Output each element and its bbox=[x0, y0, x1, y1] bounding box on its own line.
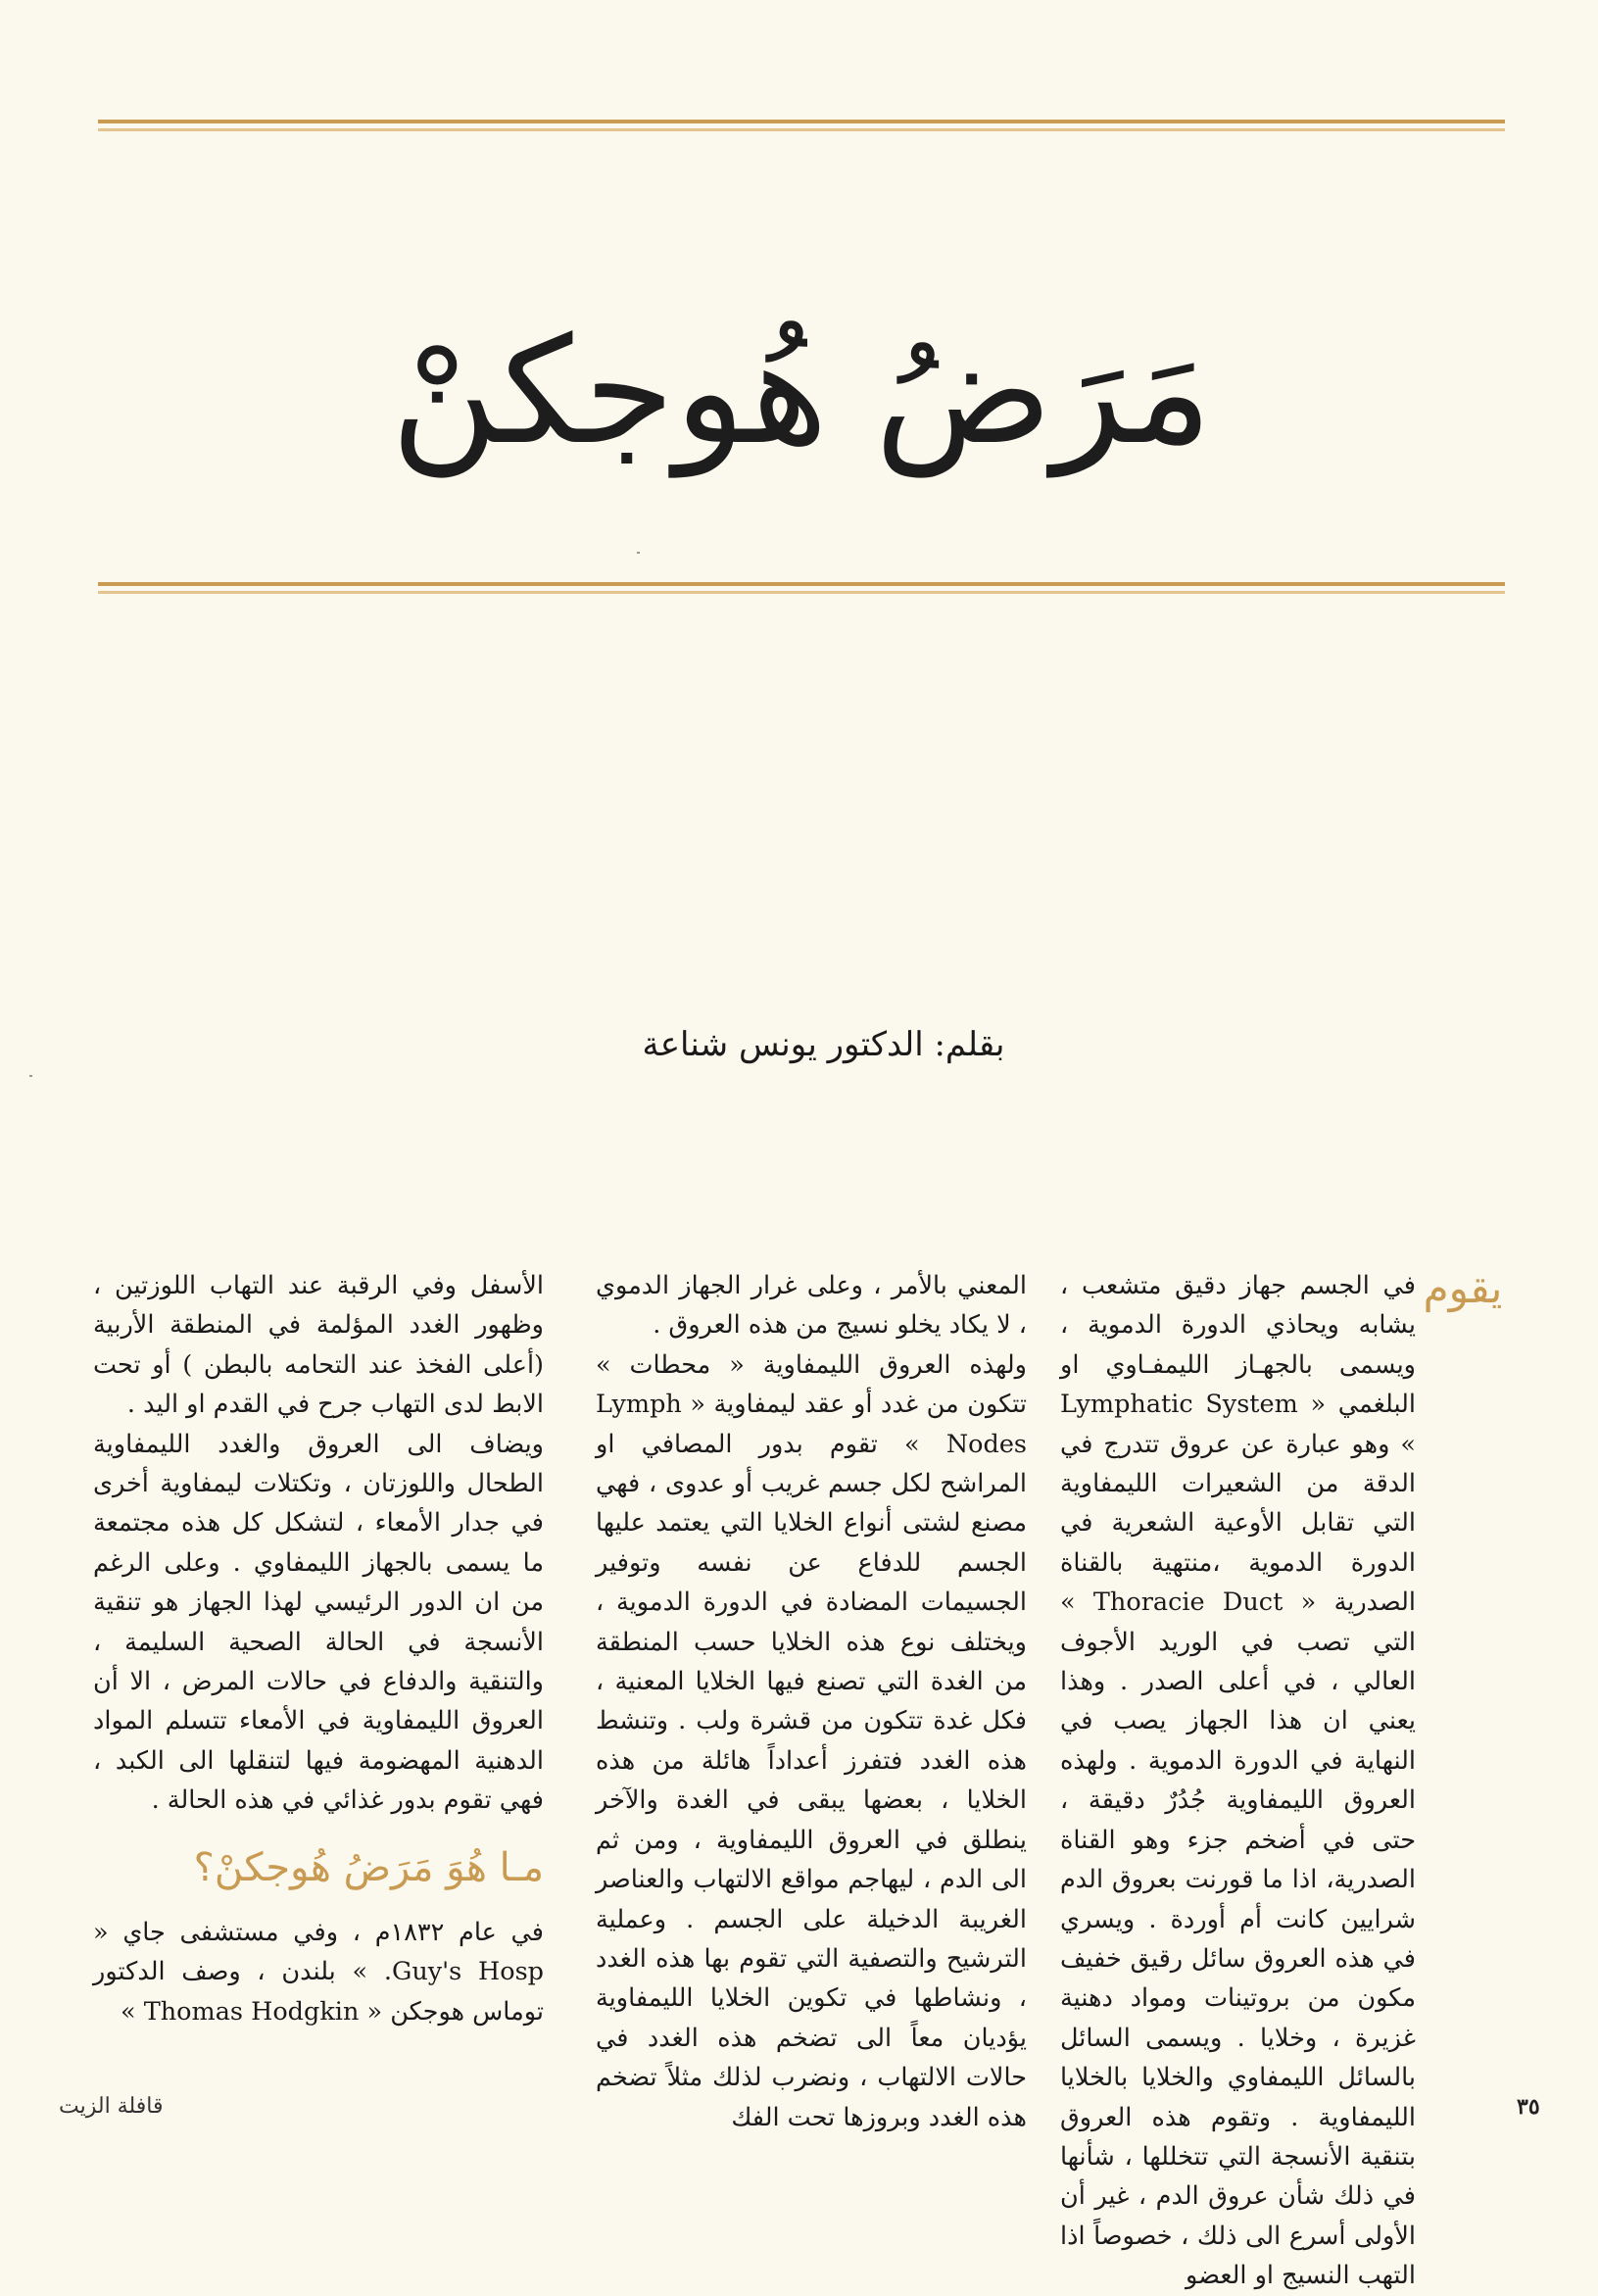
paragraph: المعني بالأمر ، وعلى غرار الجهاز الدموي ، لا يكاد يخلو نسيج من هذه العروق . bbox=[596, 1271, 1027, 1341]
article-column-middle bbox=[596, 1266, 1027, 2132]
author-byline bbox=[0, 1025, 1598, 1064]
article-column-left bbox=[93, 1266, 544, 2060]
paragraph: الأسفل وفي الرقبة عند التهاب اللوزتين ، وظهور الغدد المؤلمة في المنطقة الأربية (أعلى الفخذ عند التحامه بالبطن ) أو تحت الابط لدى التهاب جرح في القدم او اليد . bbox=[93, 1271, 544, 1420]
page-number: ٣٥ bbox=[1517, 2094, 1540, 2120]
byline-text: بقلم: الدكتور يونس شناعة bbox=[642, 1025, 1005, 1064]
paper-speck bbox=[29, 1075, 32, 1077]
paragraph: ولهذه العروق الليمفاوية « محطات » تتكون من غدد أو عقد ليمفاوية « Lymph Nodes » تقوم بدور المصافي او المراشح لكل جسم غريب أو عدوى ، فهي مصنع لشتى أنواع الخلايا التي يعتمد عليها الجسم للدفاع عن نفسه وتوفير الجسيمات المضادة في الدورة الدموية ، ويختلف نوع هذه الخلايا حسب المنطقة من الغدة التي تصنع فيها الخلايا المعنية ، فكل غدة تتكون من قشرة ولب . وتنشط هذه الغدد فتفرز أعداداً هائلة من هذه الخلايا ، بعضها يبقى في الغدة والآخر ينطلق في العروق الليمفاوية ، ومن ثم الى الدم ، ليهاجم مواقع الالتهاب والعناصر الغريبة الدخيلة على الجسم . وعملية الترشيح والتصفية التي تقوم بها هذه الغدد ، ونشاطها في تكوين الخلايا الليمفاوية يؤديان معاً الى تضخم هذه الغدد في حالات الالتهاب ، ونضرب لذلك مثلاً تضخم هذه الغدد وبروزها تحت الفك bbox=[596, 1349, 1027, 2132]
section-subheading: مـا هُوَ مَرَضُ هُوجكنْ؟ bbox=[193, 1844, 544, 1890]
dropcap-word: يقوم bbox=[1423, 1264, 1503, 1312]
top-divider bbox=[98, 120, 1505, 131]
bottom-divider bbox=[98, 582, 1505, 594]
paragraph: في الجسم جهاز دقيق متشعب ، يشابه ويحاذي الدورة الدموية ، ويسمى بالجهـاز الليمفـاوي او البلغمي « Lymphatic System » وهو عبارة عن عروق تتدرج في الدقة من الشعيرات الليمفاوية التي تقابل الأوعية الشعرية في الدورة الدموية ،منتهية بالقناة الصدرية « Thoracie Duct » التي تصب في الوريد الأجوف العالي ، في أعلى الصدر . وهذا يعني ان هذا الجهاز يصب في النهاية في الدورة الدموية . ولهذه العروق الليمفاوية جُدُرٌ دقيقة ، حتى في أضخم جزء وهو القناة الصدرية، اذا ما قورنت بعروق الدم شرايين كانت أم أوردة . ويسري في هذه العروق سائل رقيق خفيف مكون من بروتينات ومواد دهنية غزيرة ، وخلايا . ويسمى السائل بالسائل الليمفاوي والخلايا بالخلايا الليمفاوية . وتقوم هذه العروق بتنقية الأنسجة التي تتخللها ، شأنها في ذلك شأن عروق الدم ، غير أن الأولى أسرع الى ذلك ، خصوصاً اذا التهب النسيج او العضو bbox=[1060, 1271, 1416, 2291]
article-column-right bbox=[1060, 1266, 1416, 2291]
paper-speck bbox=[637, 552, 640, 554]
paragraph: ويضاف الى العروق والغدد الليمفاوية الطحال واللوزتان ، وتكتلات ليمفاوية أخرى في جدار الأمعاء ، لتشكل كل هذه مجتمعة ما يسمى بالجهاز الليمفاوي . وعلى الرغم من ان الدور الرئيسي لهذا الجهاز هو تنقية الأنسجة في الحالة الصحية السليمة ، والتنقية والدفاع في حالات المرض ، الا أن العروق الليمفاوية في الأمعاء تتسلم المواد الدهنية المهضومة فيها لتنقلها الى الكبد ، فهي تقوم بدور غذائي في هذه الحالة . bbox=[93, 1429, 544, 1816]
magazine-name: قافلة الزيت bbox=[59, 2094, 164, 2119]
article-title: مَرَضُ هُوجكنْ bbox=[390, 307, 1213, 477]
paragraph: في عام ١٨٣٢م ، وفي مستشفى جاي « Guy's Hosp. » بلندن ، وصف الدكتور توماس هوجكن « Thomas Hodgkin » bbox=[93, 1917, 545, 2027]
